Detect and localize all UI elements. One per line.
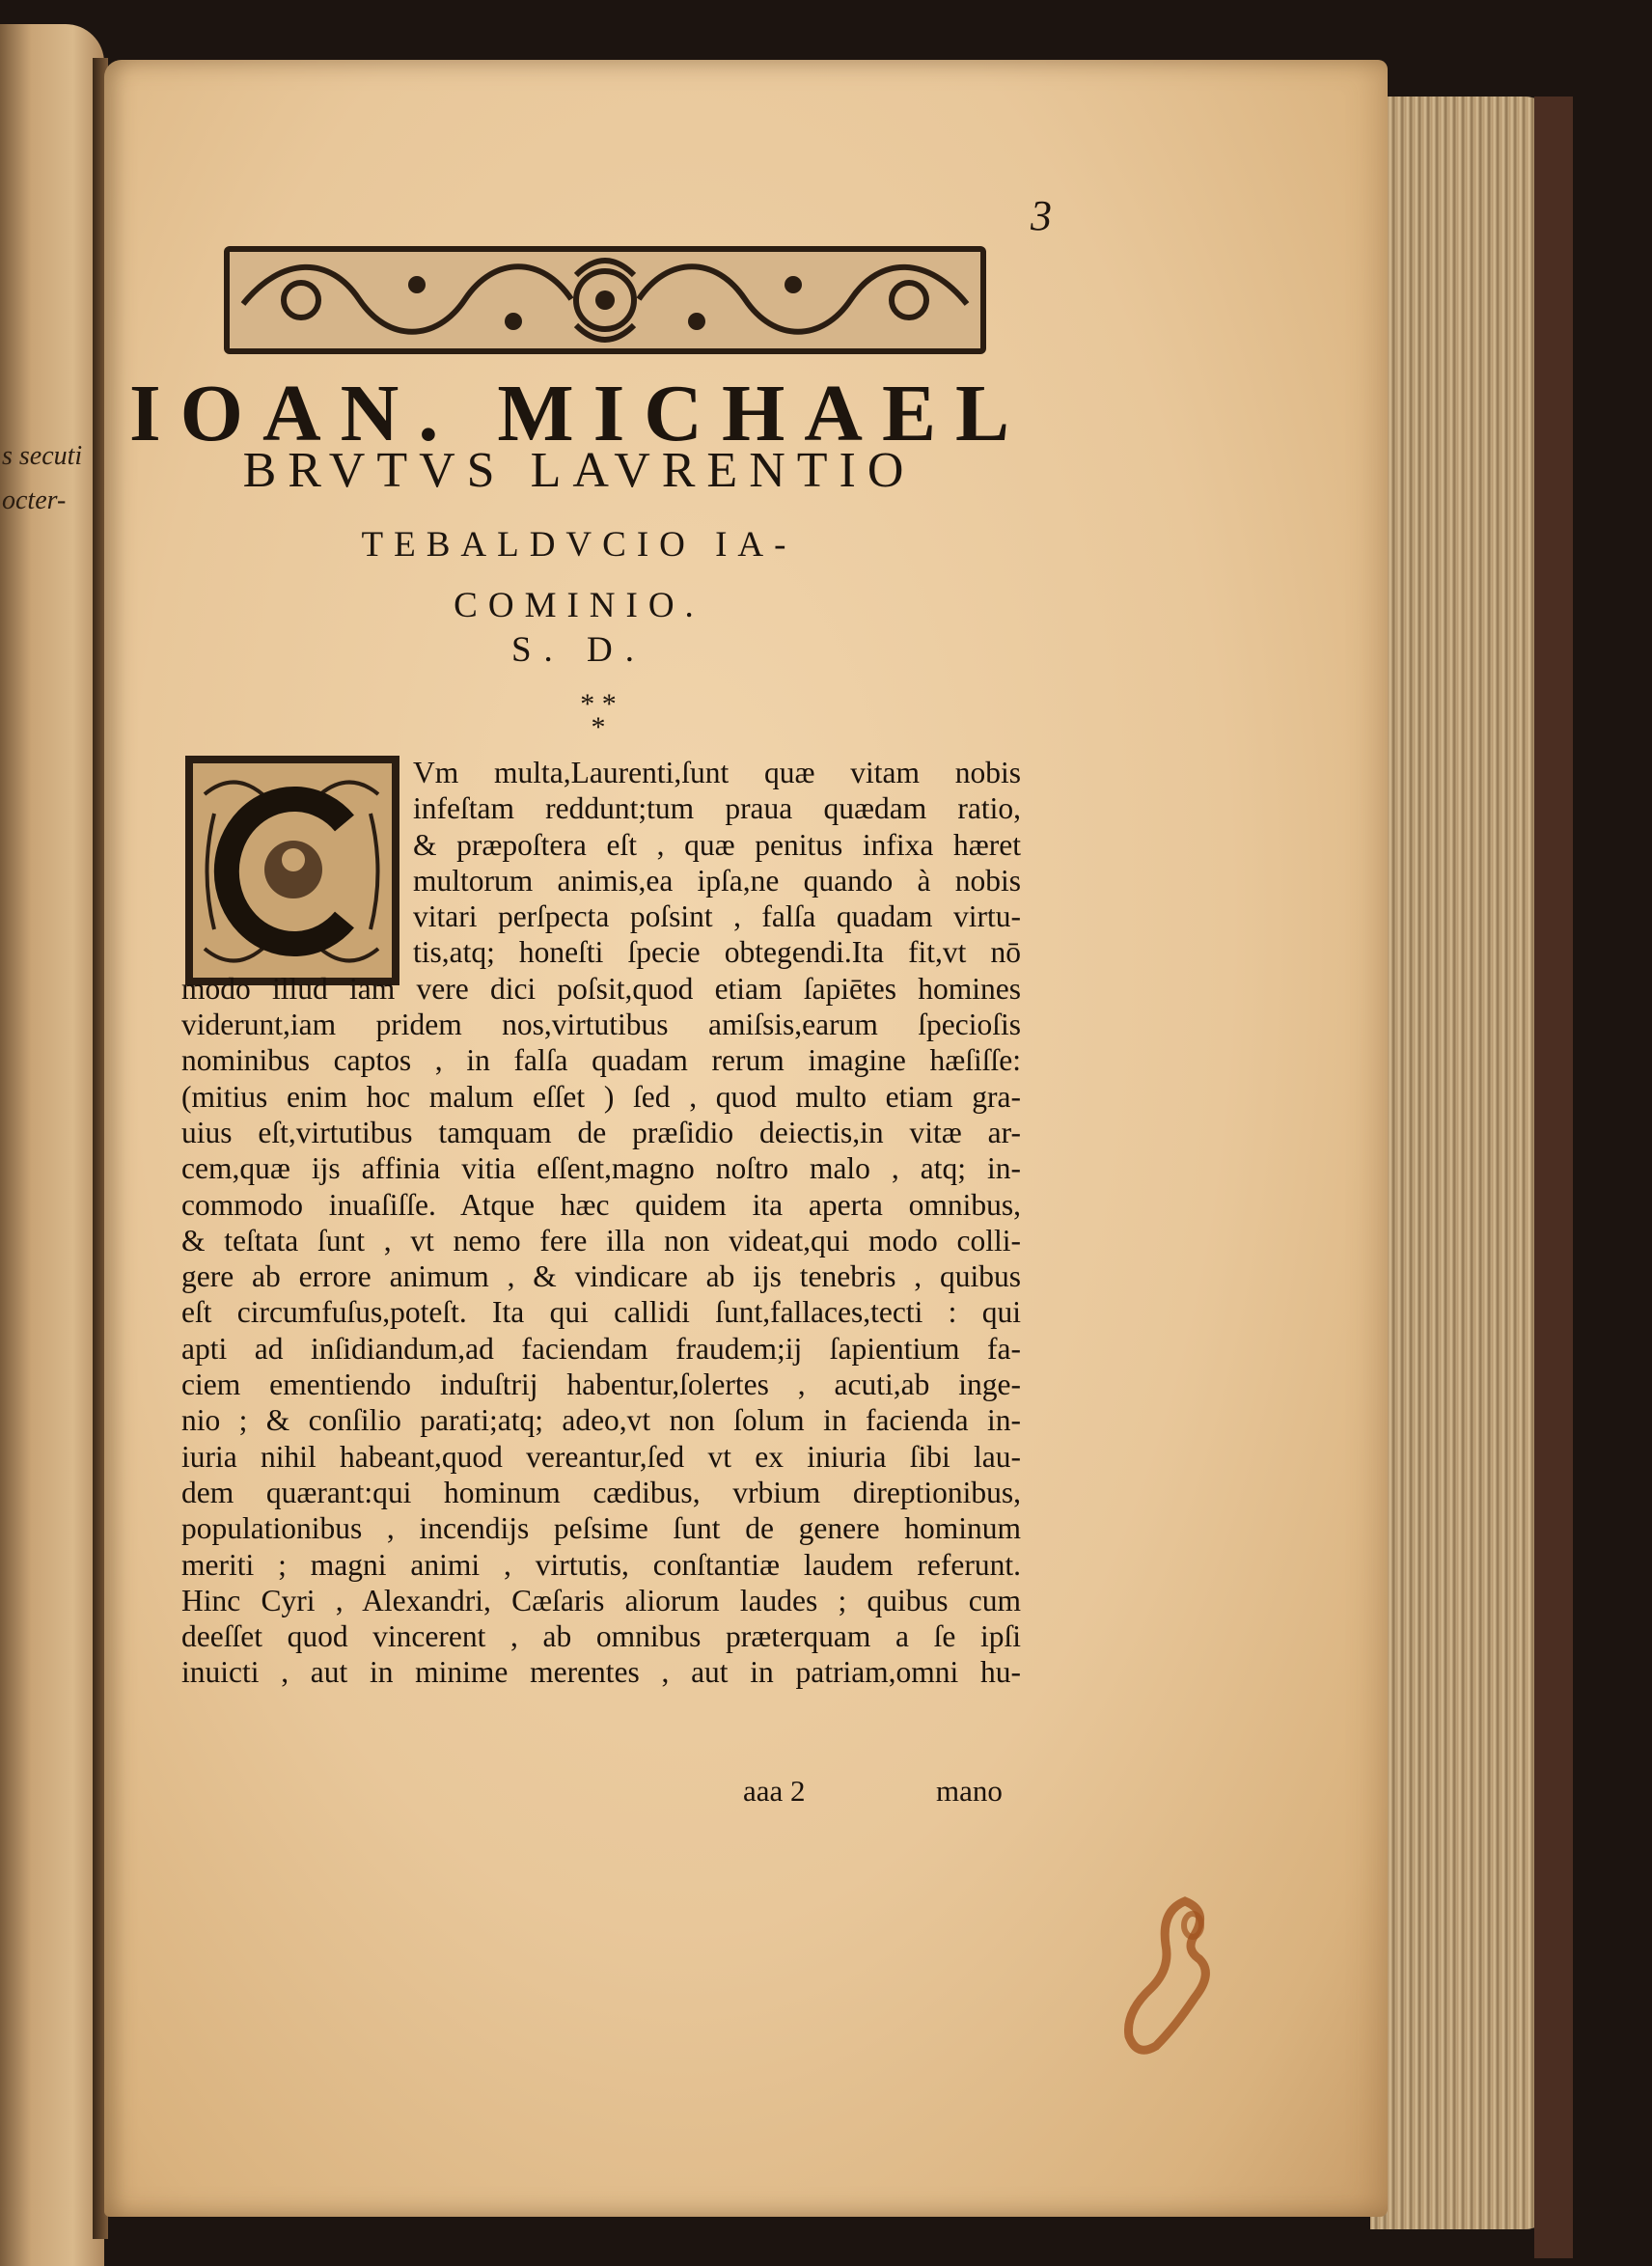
title-line: TEBALDVCIO IA- bbox=[361, 525, 797, 565]
salutation: S. D. bbox=[510, 630, 647, 670]
text-line: apti ad inſidiandum,ad faciendam fraudem;ij ſapientium fa- bbox=[181, 1331, 1021, 1366]
left-page-fragment: octer- bbox=[2, 485, 67, 515]
text-line: Vm multa,Laurenti,ſunt quæ vitam nobis bbox=[413, 756, 1021, 789]
text-line: tis,atq; honeſti ſpecie obtegendi.Ita fit,vt nō bbox=[413, 935, 1021, 970]
text-line: & teſtata ſunt , vt nemo fere illa non videat,qui modo colli- bbox=[181, 1223, 1021, 1257]
text-line: populationibus , incendijs peſsime ſunt de genere hominum bbox=[181, 1511, 1021, 1546]
main-text-block bbox=[181, 755, 1021, 1691]
text-line: infeſtam reddunt;tum praua quædam ratio, bbox=[413, 791, 1021, 826]
text-line: iuria nihil habeant,quod vereantur,ſed vt ex iniuria ſibi lau- bbox=[181, 1439, 1021, 1474]
text-line: gere ab errore animum , & vindicare ab ijs tenebris , quibus bbox=[181, 1259, 1021, 1294]
text-line: commodo inuaſiſſe. Atque hæc quidem ita aperta omnibus, bbox=[181, 1187, 1021, 1222]
text-line: deeſſet quod vincerent , ab omnibus præterquam a ſe ipſi bbox=[181, 1619, 1021, 1654]
title-line: BRVTVS LAVRENTIO bbox=[242, 443, 916, 498]
text-line: inuicti , aut in minime merentes , aut in patriam,omni hu- bbox=[181, 1655, 1021, 1690]
left-page-edge bbox=[0, 24, 104, 2266]
title-line: IOAN. MICHAEL bbox=[128, 369, 1030, 458]
stain-mark bbox=[1117, 1892, 1233, 2060]
text-line: cem,quæ ijs affinia vitia eſſent,magno noſtro malo , atq; in- bbox=[181, 1151, 1021, 1186]
cover-edge bbox=[1534, 97, 1573, 2258]
text-line: ciem ementiendo induſtrij habentur,ſolertes , acuti,ab inge- bbox=[181, 1368, 1021, 1402]
folio-number: 3 bbox=[1031, 192, 1052, 239]
asterism: * * * bbox=[580, 688, 617, 743]
signature-mark: aaa 2 bbox=[743, 1774, 806, 1808]
title-line: COMINIO. bbox=[454, 586, 704, 625]
text-line: (mitius enim hoc malum eſſet ) ſed , quod multo etiam gra- bbox=[181, 1079, 1021, 1114]
catchword: mano bbox=[936, 1774, 1003, 1808]
fore-edge bbox=[1370, 97, 1554, 2229]
text-line: eſt circumfuſus,poteſt. Ita qui callidi ſunt,fallaces,tecti : qui bbox=[181, 1295, 1021, 1330]
text-line: uius eſt,virtutibus tamquam de præſidio deiectis,in vitæ ar- bbox=[181, 1115, 1021, 1149]
headpiece-ornament bbox=[224, 246, 986, 354]
text-line: vitari perſpecta poſsint , falſa quadam virtu- bbox=[413, 899, 1021, 934]
text-line: modo illud iam vere dici poſsit,quod etiam ſapiētes homines bbox=[181, 971, 1021, 1006]
text-line: meriti ; magni animi , virtutis, conſtantiæ laudem referunt. bbox=[181, 1547, 1021, 1582]
text-line: multorum animis,ea ipſa,ne quando à nobis bbox=[413, 863, 1021, 898]
text-line: Hinc Cyri , Alexandri, Cæſaris aliorum laudes ; quibus cum bbox=[181, 1583, 1021, 1617]
text-line: nio ; & conſilio parati;atq; adeo,vt non ſolum in facienda in- bbox=[181, 1403, 1021, 1438]
text-line: nominibus captos , in falſa quadam rerum imagine hæſiſſe: bbox=[181, 1043, 1021, 1078]
text-line: viderunt,iam pridem nos,virtutibus amiſsis,earum ſpecioſis bbox=[181, 1008, 1021, 1042]
text-line: & præpoſtera eſt , quæ penitus infixa hæret bbox=[413, 827, 1021, 862]
left-page-fragment: s secuti bbox=[2, 441, 83, 471]
text-line: dem quærant:qui hominum cædibus, vrbium direptionibus, bbox=[181, 1475, 1021, 1509]
